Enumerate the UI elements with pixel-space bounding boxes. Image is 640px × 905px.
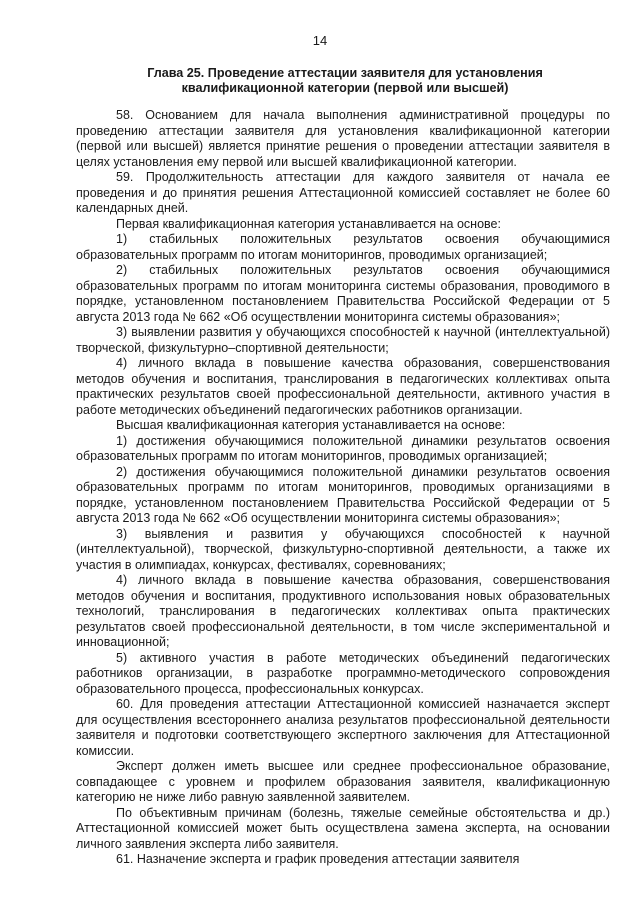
chapter-title-line-2: квалификационной категории (первой или высшей) (181, 81, 509, 95)
first-category-item-4: 4) личного вклада в повышение качества образования, совершенствования методов обучения и воспитания, транслирования в педагогических коллективах опыта практических результатов своей профессиональной деятельности, активного участия в работе методических объединений педагогических работников организации. (76, 356, 610, 417)
chapter-title-line-1: Глава 25. Проведение аттестации заявителя для установления (147, 66, 543, 80)
body-text (76, 108, 610, 868)
chapter-title (80, 66, 610, 96)
paragraph-59: 59. Продолжительность аттестации для каждого заявителя от начала ее проведения и до принятия решения Аттестационной комиссией составляет не более 60 календарных дней. (76, 170, 610, 215)
highest-category-item-3: 3) выявления и развития у обучающихся способностей к научной (интеллектуальной), творческой, физкультурно-спортивной деятельности, а также их участия в олимпиадах, конкурсах, фестивалях, соревнованиях; (76, 526, 610, 572)
first-category-item-2: 2) стабильных положительных результатов освоения обучающимися образовательных программ по итогам мониторинга системы образования, проводимого в порядке, установленном постановлением Правительства Российской Федерации от 5 августа 2013 года № 662 «Об осуществлении мониторинга системы образования»; (76, 263, 610, 324)
highest-category-item-4: 4) личного вклада в повышение качества образования, совершенствования методов обучения и воспитания, продуктивного использования новых образовательных технологий, транслирования в педагогических коллективах опыта практических результатов своей профессиональной деятельности, в том числе экспериментальной и инновационной; (76, 573, 610, 649)
page-number: 14 (312, 33, 328, 48)
paragraph-60: 60. Для проведения аттестации Аттестационной комиссией назначается эксперт для осуществления всестороннего анализа результатов профессиональной деятельности заявителя и подготовки соответствующего экспертного заключения для Аттестационной комиссии. (76, 697, 610, 758)
highest-category-item-5: 5) активного участия в работе методических объединений педагогических работников организации, в разработке программно-методического сопровождения образовательного процесса, профессиональных конкурсах. (76, 650, 610, 696)
first-category-intro: Первая квалификационная категория устанавливается на основе: (116, 216, 501, 231)
expert-requirements: Эксперт должен иметь высшее или среднее профессиональное образование, совпадающее с уровнем и профилем образования заявителя, квалификационную категорию не ниже либо равную заявленной заявителем. (76, 759, 610, 804)
highest-category-item-2: 2) достижения обучающимися положительной динамики результатов освоения образовательных программ по итогам мониторингов, проводимых организациями в порядке, установленном постановлением Правительства Российской Федерации от 5 августа 2013 года № 662 «Об осуществлении мониторинга системы образования»; (76, 464, 610, 525)
highest-category-item-1: 1) достижения обучающимися положительной динамики результатов освоения образовательных программ по итогам мониторингов, проводимых организацией; (76, 433, 610, 463)
first-category-item-1: 1) стабильных положительных результатов освоения обучающимися образовательных программ по итогам мониторингов, проводимых организацией; (76, 232, 610, 262)
expert-replacement: По объективным причинам (болезнь, тяжелые семейные обстоятельства и др.) Аттестационной комиссией может быть осуществлена замена эксперта, на основании личного заявления эксперта либо заявителя. (76, 805, 610, 851)
highest-category-intro: Высшая квалификационная категория устанавливается на основе: (116, 418, 506, 432)
first-category-item-3: 3) выявлении развития у обучающихся способностей к научной (интеллектуальной) творческой, физкультурно–спортивной деятельности; (76, 325, 610, 355)
paragraph-58: 58. Основанием для начала выполнения административной процедуры по проведению аттестации заявителя для установления квалификационной категории (первой или высшей) является принятие решения о проведении аттестации заявителя в целях установления ему первой или высшей квалификационной категории. (76, 108, 610, 169)
paragraph-61: 61. Назначение эксперта и график проведения аттестации заявителя (116, 852, 520, 866)
